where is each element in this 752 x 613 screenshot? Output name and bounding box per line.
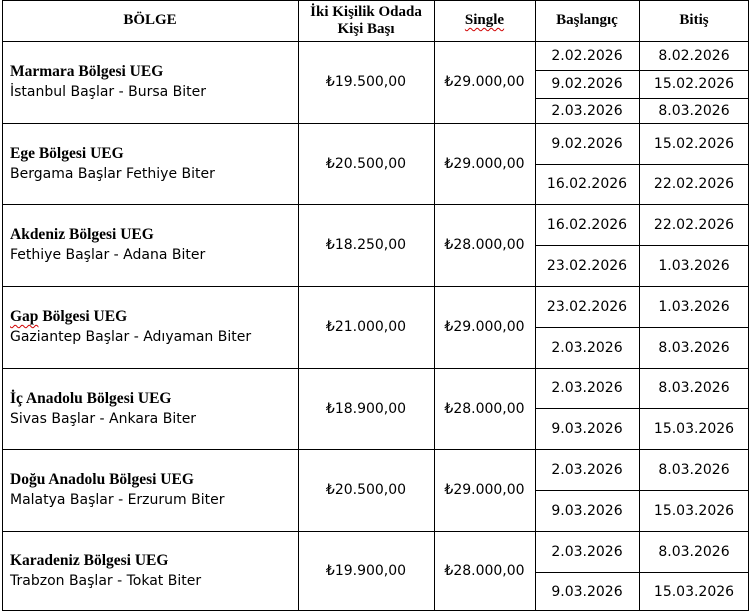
start-date: 2.03.2026 xyxy=(551,339,623,356)
date-row-divider xyxy=(535,70,749,71)
row-divider xyxy=(2,531,749,532)
header-double-room: İki Kişilik Odada Kişi Başı xyxy=(310,3,422,37)
double-room-price: ₺18.900,00 xyxy=(325,400,407,417)
header-region: BÖLGE xyxy=(123,12,177,28)
double-room-price: ₺18.250,00 xyxy=(325,237,407,253)
region-name-first-word: Gap xyxy=(10,308,39,325)
row-divider xyxy=(2,204,749,205)
single-price: ₺29.000,00 xyxy=(444,319,525,335)
region-cell xyxy=(2,123,298,204)
region-route: Trabzon Başlar - Tokat Biter xyxy=(10,573,202,589)
end-date: 15.03.2026 xyxy=(653,420,735,437)
single-price: ₺28.000,00 xyxy=(444,563,525,579)
row-divider xyxy=(2,41,749,42)
column-divider xyxy=(2,0,3,611)
start-date: 2.03.2026 xyxy=(551,102,623,119)
region-route: İstanbul Başlar - Bursa Biter xyxy=(10,84,207,100)
date-row-divider xyxy=(535,572,749,573)
start-date: 16.02.2026 xyxy=(546,176,628,192)
date-row-divider xyxy=(535,164,749,165)
end-date: 8.03.2026 xyxy=(658,339,730,356)
start-date: 2.03.2026 xyxy=(551,461,623,478)
start-date: 9.03.2026 xyxy=(551,502,623,519)
end-date: 8.03.2026 xyxy=(658,461,730,478)
region-cell xyxy=(2,368,298,449)
date-row-divider xyxy=(535,98,749,99)
region-name-rest: Bölgesi UEG xyxy=(38,308,128,325)
region-cell xyxy=(2,531,298,611)
start-date: 9.03.2026 xyxy=(551,583,623,600)
end-date: 8.03.2026 xyxy=(658,543,730,560)
single-price: ₺29.000,00 xyxy=(444,155,525,172)
end-date: 15.03.2026 xyxy=(653,502,735,519)
region-cell xyxy=(2,204,298,286)
end-date: 8.02.2026 xyxy=(658,47,730,64)
double-room-price: ₺19.500,00 xyxy=(325,74,407,90)
start-date: 16.02.2026 xyxy=(546,216,628,233)
double-room-price: ₺21.000,00 xyxy=(325,319,407,335)
region-cell xyxy=(2,449,298,531)
region-name: Karadeniz Bölgesi UEG xyxy=(10,552,169,569)
region-name: Ege Bölgesi UEG xyxy=(10,144,124,162)
date-row-divider xyxy=(535,245,749,246)
region-route: Bergama Başlar Fethiye Biter xyxy=(10,165,215,182)
column-divider xyxy=(434,0,435,611)
header-single: Single xyxy=(464,12,505,28)
start-date: 9.02.2026 xyxy=(551,76,623,92)
start-date: 2.03.2026 xyxy=(551,380,623,396)
start-date: 23.02.2026 xyxy=(546,257,628,274)
table-grid xyxy=(2,0,749,611)
column-divider xyxy=(748,0,749,611)
row-divider xyxy=(2,286,749,287)
end-date: 8.03.2026 xyxy=(658,380,730,396)
region-route: Fethiye Başlar - Adana Biter xyxy=(10,247,206,263)
row-divider xyxy=(2,610,749,611)
row-divider xyxy=(2,123,749,124)
single-price: ₺28.000,00 xyxy=(444,237,525,253)
date-row-divider xyxy=(535,327,749,328)
end-date: 15.03.2026 xyxy=(653,583,735,600)
column-divider xyxy=(535,0,536,611)
double-room-price: ₺20.500,00 xyxy=(325,155,407,172)
region-cell xyxy=(2,286,298,368)
price-table xyxy=(2,0,749,611)
region-route: Malatya Başlar - Erzurum Biter xyxy=(10,492,225,508)
row-divider xyxy=(2,0,749,1)
double-room-price: ₺19.900,00 xyxy=(325,563,407,579)
date-row-divider xyxy=(535,408,749,409)
start-date: 2.02.2026 xyxy=(551,47,623,64)
end-date: 15.02.2026 xyxy=(653,76,735,92)
region-name: Akdeniz Bölgesi UEG xyxy=(10,226,154,243)
region-name: Doğu Anadolu Bölgesi UEG xyxy=(10,471,194,488)
region-cell xyxy=(2,41,298,123)
column-divider xyxy=(639,0,640,611)
region-route: Gaziantep Başlar - Adıyaman Biter xyxy=(10,329,252,345)
header-end-date: Bitiş xyxy=(679,12,709,28)
region-route: Sivas Başlar - Ankara Biter xyxy=(10,410,197,427)
row-divider xyxy=(2,449,749,450)
header-start-date: Başlangıç xyxy=(556,12,618,28)
start-date: 9.02.2026 xyxy=(551,135,623,152)
single-price: ₺28.000,00 xyxy=(444,400,525,417)
start-date: 23.02.2026 xyxy=(546,298,628,315)
column-divider xyxy=(298,0,299,611)
end-date: 15.02.2026 xyxy=(653,135,735,152)
end-date: 8.03.2026 xyxy=(658,102,730,119)
region-name xyxy=(10,307,127,327)
start-date: 2.03.2026 xyxy=(551,543,623,560)
row-divider xyxy=(2,368,749,369)
double-room-price: ₺20.500,00 xyxy=(325,482,407,498)
end-date: 1.03.2026 xyxy=(658,257,730,274)
end-date: 1.03.2026 xyxy=(658,298,730,315)
region-name: İç Anadolu Bölgesi UEG xyxy=(10,389,172,407)
region-name: Marmara Bölgesi UEG xyxy=(10,63,164,80)
end-date: 22.02.2026 xyxy=(653,176,735,192)
end-date: 22.02.2026 xyxy=(653,216,735,233)
single-price: ₺29.000,00 xyxy=(444,482,525,498)
single-price: ₺29.000,00 xyxy=(444,74,525,90)
date-row-divider xyxy=(535,490,749,491)
start-date: 9.03.2026 xyxy=(551,420,623,437)
